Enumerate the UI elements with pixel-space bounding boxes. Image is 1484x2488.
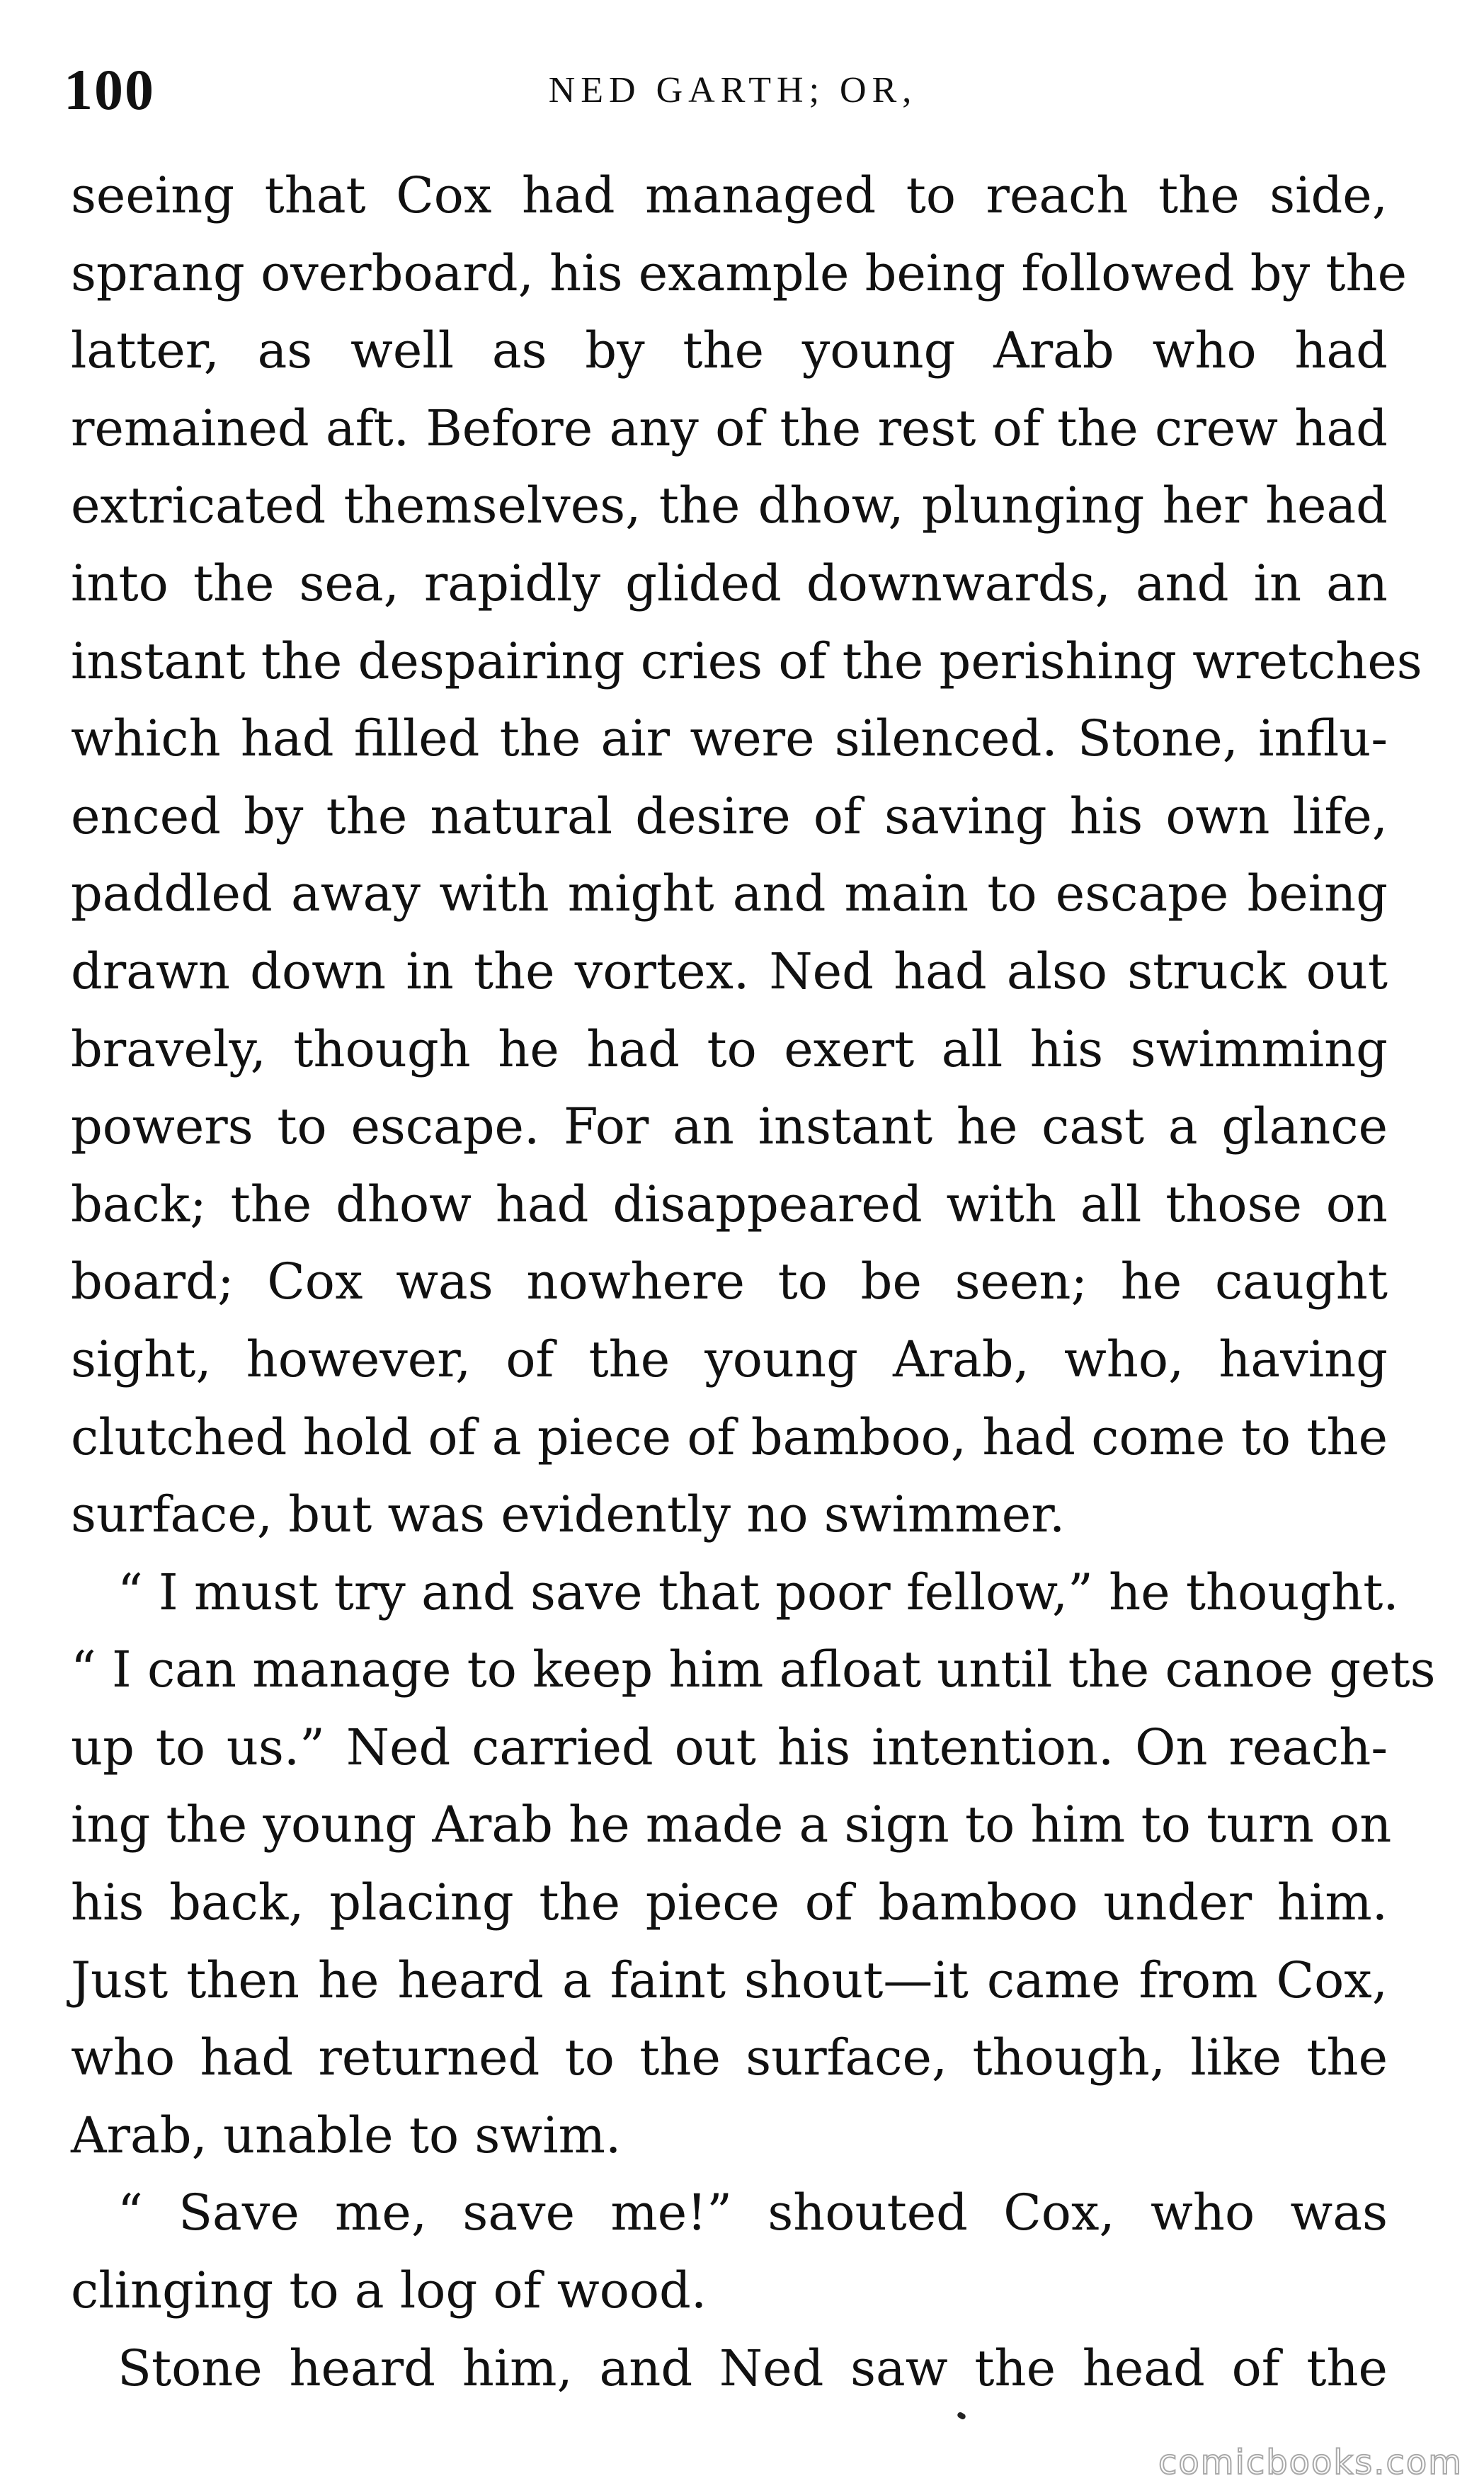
running-title: NED GARTH; OR,: [548, 70, 918, 110]
text-line: ing the young Arab he made a sign to him to turn on: [71, 1796, 1392, 1854]
text-line: back; the dhow had disappeared with all those on: [71, 1175, 1388, 1233]
text-line: Stone heard him, and Ned saw the head of the: [118, 2339, 1388, 2397]
page-number: 100: [64, 57, 155, 122]
text-line: extricated themselves, the dhow, plunging her head: [71, 477, 1388, 535]
text-line: bravely, though he had to exert all his swimming: [71, 1020, 1388, 1078]
text-line: which had filled the air were silenced. Stone, influ-: [71, 709, 1388, 768]
text-line: instant the despairing cries of the perishing wretches: [71, 632, 1422, 690]
text-line: enced by the natural desire of saving his own life,: [71, 787, 1388, 845]
body-text: [71, 157, 1436, 2407]
text-line: seeing that Cox had managed to reach the side,: [71, 166, 1388, 224]
text-line: Just then he heard a faint shout—it came from Cox,: [71, 1951, 1388, 2009]
text-line: drawn down in the vortex. Ned had also struck out: [71, 942, 1388, 1000]
text-line: latter, as well as by the young Arab who had: [71, 321, 1388, 380]
text-line: paddled away with might and main to escape being: [71, 864, 1388, 923]
text-line: up to us.” Ned carried out his intention. On reach-: [71, 1718, 1388, 1776]
text-line: clinging to a log of wood.: [71, 2261, 707, 2320]
text-line: sight, however, of the young Arab, who, having: [71, 1330, 1388, 1388]
text-line: his back, placing the piece of bamboo under him.: [71, 1873, 1388, 1932]
ink-speck: [957, 2412, 966, 2421]
text-line: Arab, unable to swim.: [71, 2106, 622, 2164]
text-line: “ I must try and save that poor fellow,” he thought.: [118, 1563, 1399, 1621]
text-line: clutched hold of a piece of bamboo, had come to the: [71, 1408, 1388, 1466]
text-line: powers to escape. For an instant he cast a glance: [71, 1097, 1388, 1156]
text-line: board; Cox was nowhere to be seen; he caught: [71, 1252, 1388, 1311]
watermark: comicbooks.com: [1158, 2443, 1463, 2482]
text-line: sprang overboard, his example being followed by the: [71, 244, 1408, 302]
text-line: “ Save me, save me!” shouted Cox, who was: [118, 2184, 1388, 2242]
text-line: remained aft. Before any of the rest of the crew had: [71, 399, 1388, 457]
text-line: who had returned to the surface, though, like the: [71, 2028, 1388, 2087]
text-line: surface, but was evidently no swimmer.: [71, 1485, 1066, 1544]
running-head: [64, 50, 1402, 135]
text-line: “ I can manage to keep him afloat until the canoe gets: [71, 1640, 1436, 1699]
text-line: into the sea, rapidly glided downwards, and in an: [71, 554, 1388, 612]
